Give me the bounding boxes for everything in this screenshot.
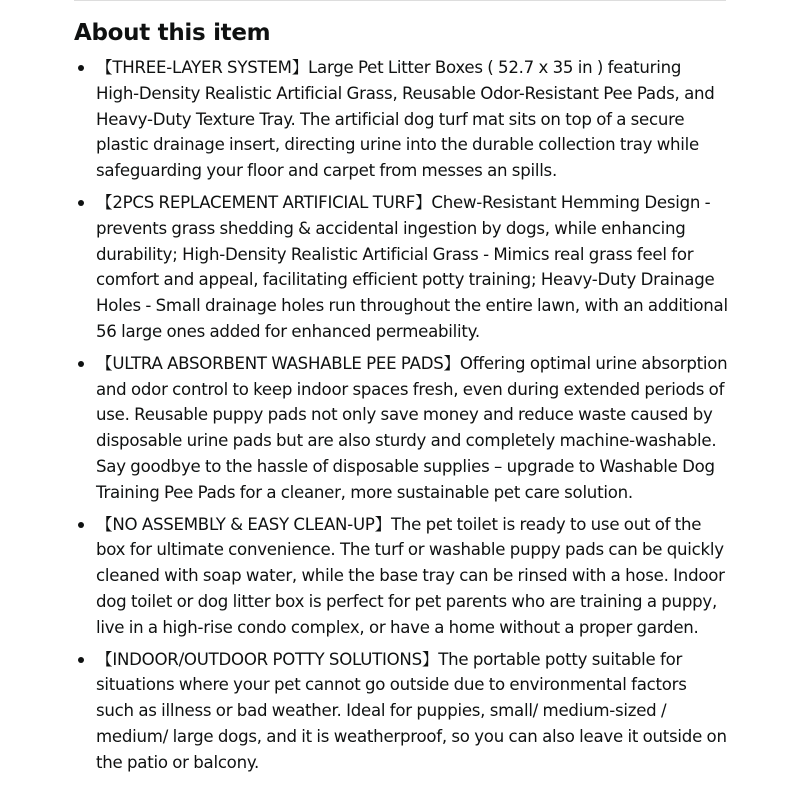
feature-bullet-text: 【2PCS REPLACEMENT ARTIFICIAL TURF】Chew-Resistant Hemming Design - prevents grass shedding & accidental ingestion by dogs, while enhancing durability; High-Density Realistic Artificial Grass - Mimics real grass feel for comfort and appeal, facilitating efficient potty training; Heavy-Duty Drainage Holes - Small drainage holes run throughout the entire lawn, with an additional 56 large ones added for enhanced permeability. bbox=[96, 192, 728, 341]
feature-bullet-text: 【THREE-LAYER SYSTEM】Large Pet Litter Boxes ( 52.7 x 35 in ) featuring High-Density Realistic Artificial Grass, Reusable Odor-Resistant Pee Pads, and Heavy-Duty Texture Tray. The artificial dog turf mat sits on top of a secure plastic drainage insert, directing urine into the durable collection tray while safeguarding your floor and carpet from messes an spills. bbox=[96, 58, 715, 181]
feature-bullet-pee-pads bbox=[0, 351, 728, 506]
feature-bullet-text: 【NO ASSEMBLY & EASY CLEAN-UP】The pet toilet is ready to use out of the box for ultimate convenience. The turf or washable puppy pads can be quickly cleaned with soap water, while the base tray can be rinsed with a hose. Indoor dog toilet or dog litter box is perfect for pet parents who are training a puppy, live in a high-rise condo complex, or have a home without a proper garden. bbox=[96, 514, 725, 637]
feature-bullet-three-layer-system bbox=[0, 55, 728, 184]
section-divider bbox=[74, 0, 726, 1]
feature-bullet-list bbox=[0, 55, 800, 782]
feature-bullet-text: 【INDOOR/OUTDOOR POTTY SOLUTIONS】The portable potty suitable for situations where your pet cannot go outside due to environmental factors such as illness or bad weather. Ideal for puppies, small/ medium-sized / medium/ large dogs, and it is weatherproof, so you can also leave it outside on the patio or balcony. bbox=[96, 649, 727, 772]
bullet-dot-icon bbox=[78, 522, 84, 528]
feature-bullet-indoor-outdoor bbox=[0, 647, 728, 776]
section-title: About this item bbox=[74, 20, 271, 46]
bullet-dot-icon bbox=[78, 200, 84, 206]
feature-bullet-text: 【ULTRA ABSORBENT WASHABLE PEE PADS】Offering optimal urine absorption and odor control to keep indoor spaces fresh, even during extended periods of use. Reusable puppy pads not only save money and reduce waste caused by disposable urine pads but are also sturdy and completely machine-washable. Say goodbye to the hassle of disposable supplies – upgrade to Washable Dog Training Pee Pads for a cleaner, more sustainable pet care solution. bbox=[96, 353, 728, 502]
feature-bullet-replacement-turf bbox=[0, 190, 728, 345]
bullet-dot-icon bbox=[78, 657, 84, 663]
bullet-dot-icon bbox=[78, 361, 84, 367]
bullet-dot-icon bbox=[78, 65, 84, 71]
feature-bullet-no-assembly bbox=[0, 512, 728, 641]
